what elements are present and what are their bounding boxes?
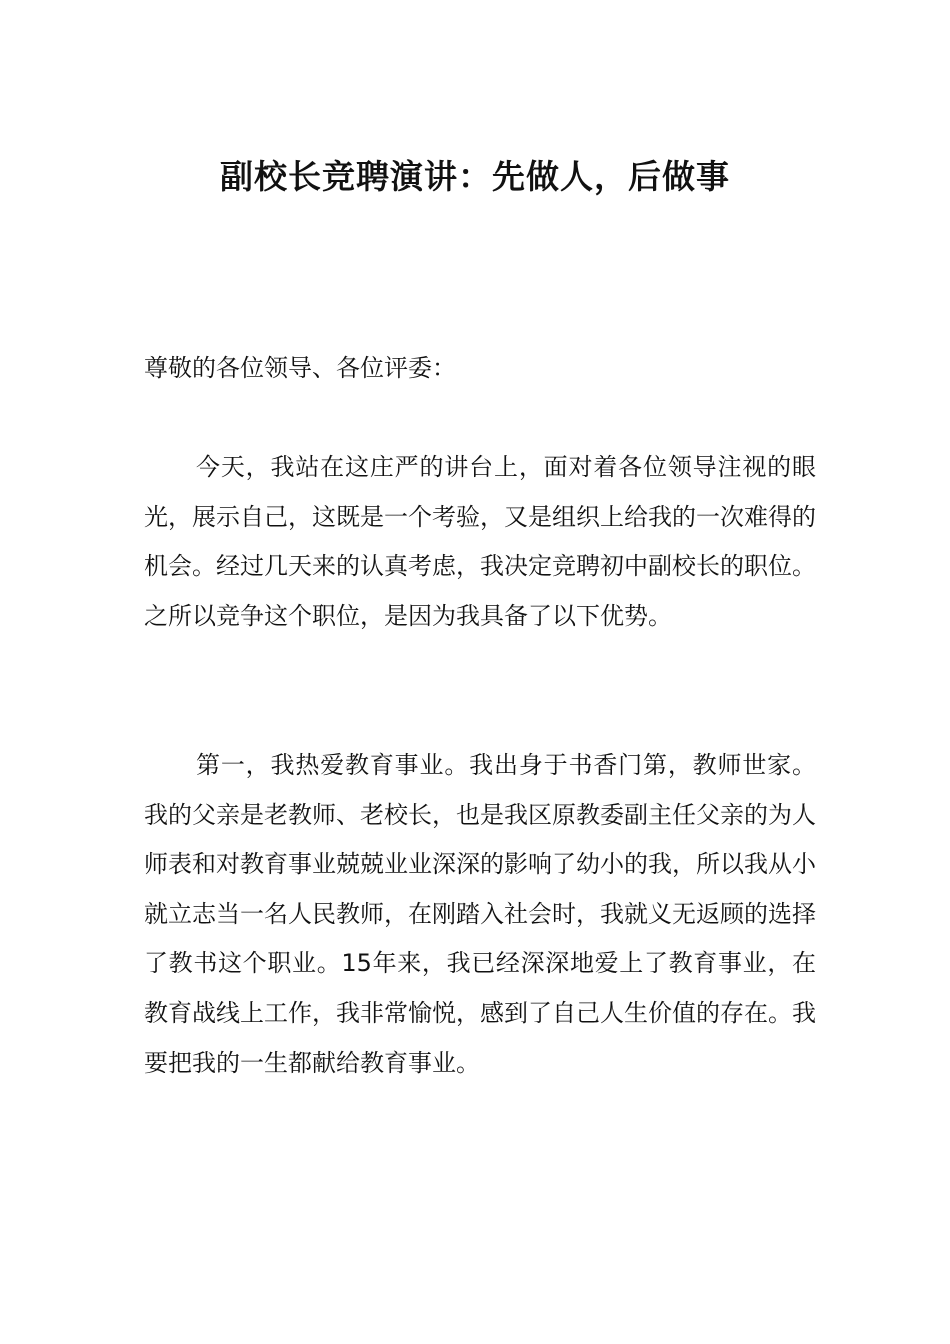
- document-title: 副校长竞聘演讲：先做人，后做事: [220, 157, 730, 196]
- paragraph-1: 今天，我站在这庄严的讲台上，面对着各位领导注视的眼光，展示自己，这既是一个考验，又是组织上给我的一次难得的机会。经过几天来的认真考虑，我决定竞聘初中副校长的职位。之所以竞争这个职位，是因为我具备了以下优势。: [144, 453, 816, 630]
- paragraph-2: 第一，我热爱教育事业。我出身于书香门第，教师世家。我的父亲是老教师、老校长，也是我区原教委副主任父亲的为人师表和对教育事业兢兢业业深深的影响了幼小的我，所以我从小就立志当一名人民教师，在刚踏入社会时，我就义无返顾的选择了教书这个职业。15年来，我已经深深地爱上了教育事业，在教育战线上工作，我非常愉悦，感到了自己人生价值的存在。我要把我的一生都献给教育事业。: [144, 751, 816, 1077]
- salutation: 尊敬的各位领导、各位评委：: [144, 354, 456, 382]
